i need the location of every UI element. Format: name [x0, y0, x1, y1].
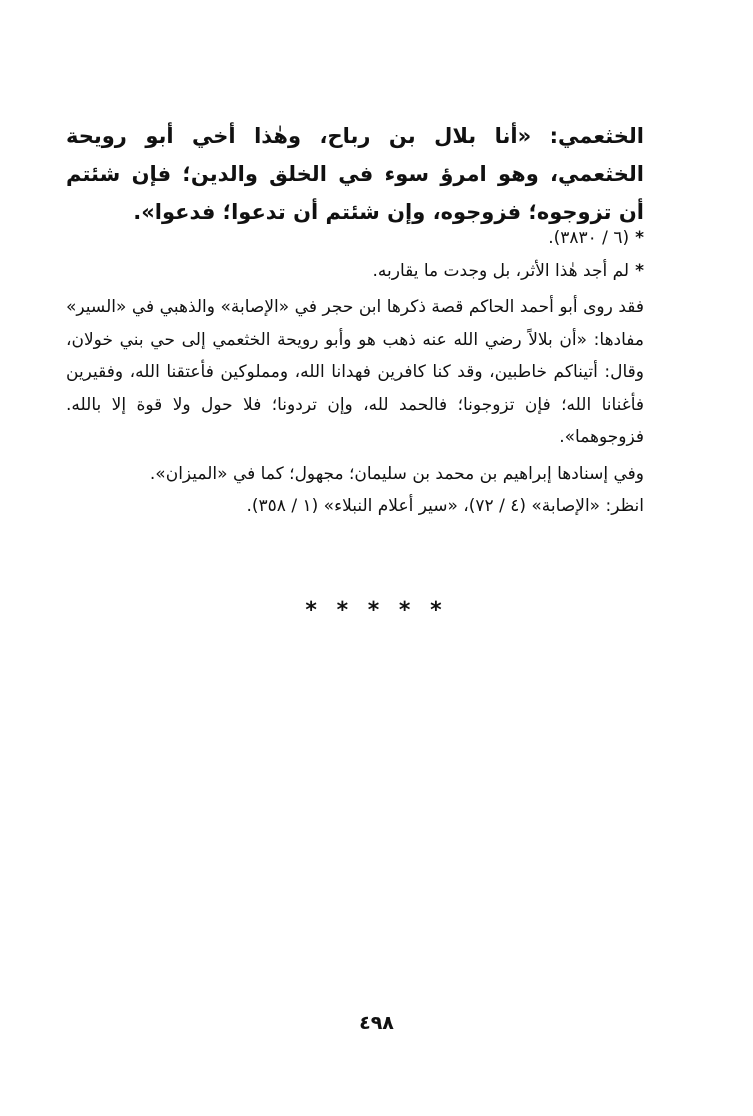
footnotes-section: [66, 222, 644, 523]
note-star-marker: *: [635, 228, 644, 248]
note-star-marker: *: [635, 260, 644, 281]
lead-paragraph: الخثعمي: «أنا بلال بن رباح، وهٰذا أخي أبو رويحة الخثعمي، وهو امرؤ سوء في الخلق والدين؛ فإن شئتم أن تزوجوه؛ فزوجوه، وإن شئتم أن تدعوا؛ فدعوا».: [66, 124, 644, 224]
reference-note-text: (٦ / ٣٨٣٠).: [548, 228, 630, 248]
section-separator: * * * * *: [305, 598, 448, 623]
ruling-note-text: لم أجد هٰذا الأثر، بل وجدت ما يقاربه.: [372, 260, 630, 281]
reference-note: [66, 222, 644, 255]
story-paragraph: فقد روى أبو أحمد الحاكم قصة ذكرها ابن حجر في «الإصابة» والذهبي في «السير» مفادها: «أن بلالاً رضي الله عنه ذهب هو وأبو رويحة الخثعمي إلى حي بني خولان، وقال: أتيناكم خاطبين، وقد كنا كافرين فهدانا الله، ومملوكين فأعتقنا الله، وفقيرين فأغنانا الله؛ فإن تزوجونا؛ فالحمد لله، وإن تردونا؛ فلا حول ولا قوة إلا بالله. فزوجوهما».: [66, 297, 644, 447]
see-also-line: انظر: «الإصابة» (٤ / ٧٢)، «سير أعلام النبلاء» (١ / ٣٥٨).: [246, 496, 644, 516]
ruling-note: [66, 255, 644, 288]
page-number: ٤٩٨: [359, 1012, 394, 1034]
isnad-line: وفي إسنادها إبراهيم بن محمد بن سليمان؛ مجهول؛ كما في «الميزان».: [149, 463, 644, 484]
